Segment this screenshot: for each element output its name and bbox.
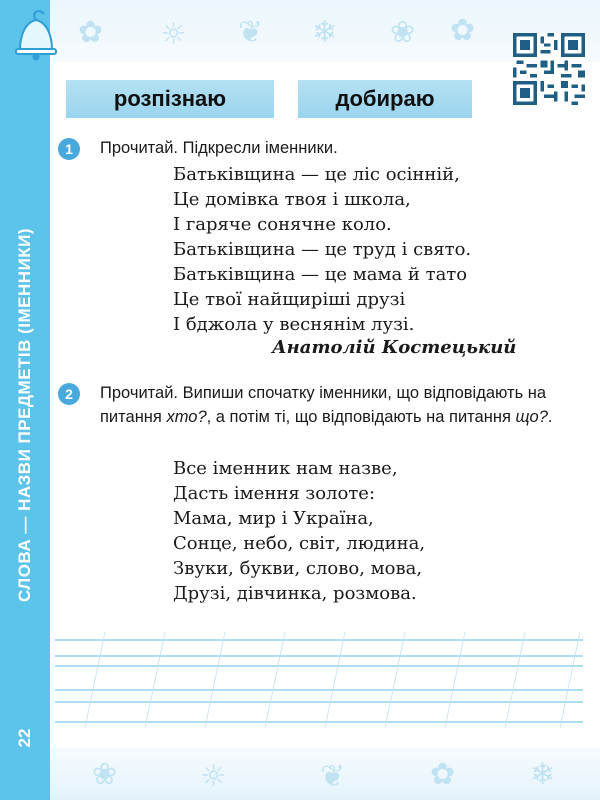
poem-line: Це домівка твоя і школа, bbox=[173, 189, 411, 210]
poem-line: Друзі, дівчинка, розмова. bbox=[173, 583, 417, 604]
task1-instruction: Прочитай. Підкресли іменники. bbox=[100, 139, 338, 157]
sun-icon: ☼ bbox=[160, 17, 187, 52]
sidebar bbox=[0, 0, 50, 800]
question-word: що? bbox=[515, 408, 548, 426]
sun-icon: ☼ bbox=[200, 759, 227, 794]
flower-icon: ❀ bbox=[390, 15, 416, 50]
poem-line: Це твої найщиріші друзі bbox=[173, 289, 406, 310]
instruction-text: , а потім ті, що відповідають на питання bbox=[206, 408, 516, 426]
poem-line: Батьківщина — це мама й тато bbox=[173, 264, 468, 285]
task2-poem bbox=[173, 456, 425, 606]
tag-recognize: розпізнаю bbox=[66, 80, 274, 118]
flower-icon: ✿ bbox=[78, 15, 104, 50]
leaf-icon: ❦ bbox=[320, 759, 346, 794]
poem-line: І гаряче сонячне коло. bbox=[173, 214, 392, 235]
qr-code-icon bbox=[513, 33, 585, 105]
writing-lines[interactable] bbox=[55, 632, 583, 728]
flower-icon: ❀ bbox=[92, 757, 118, 792]
tag-select: добираю bbox=[298, 80, 472, 118]
task2-instruction bbox=[100, 381, 590, 429]
question-word: хто? bbox=[166, 408, 207, 426]
page-number: 22 bbox=[15, 728, 34, 748]
instruction-text: . bbox=[547, 408, 553, 426]
leaf-icon: ❦ bbox=[238, 15, 264, 50]
poem-line: Все іменник нам назве, bbox=[173, 458, 398, 479]
poem-line: Батьківщина — це ліс осінній, bbox=[173, 164, 460, 185]
snowflake-icon: ❄ bbox=[312, 15, 338, 50]
poem-line: І бджола у веснянім лузі. bbox=[173, 314, 415, 335]
poem-line: Батьківщина — це труд і свято. bbox=[173, 239, 472, 260]
task-number-badge: 1 bbox=[58, 138, 80, 160]
poem-line: Мама, мир і Україна, bbox=[173, 508, 374, 529]
bell-icon bbox=[6, 6, 66, 66]
flower-icon: ✿ bbox=[450, 13, 476, 48]
instruction-text: Прочитай. Випиши спочатку іменники, що відповідають на питання bbox=[100, 384, 547, 426]
bottom-decor-band bbox=[0, 748, 600, 800]
task-number-badge: 2 bbox=[58, 383, 80, 405]
section-title: СЛОВА — НАЗВИ ПРЕДМЕТІВ (ІМЕННИКИ) bbox=[15, 227, 34, 603]
poem-line: Сонце, небо, світ, людина, bbox=[173, 533, 426, 554]
poem-author: Анатолій Костецький bbox=[272, 337, 517, 358]
poem-line: Дасть імення золоте: bbox=[173, 483, 376, 504]
flower-icon: ✿ bbox=[430, 757, 456, 792]
poem-line: Звуки, букви, слово, мова, bbox=[173, 558, 423, 579]
snowflake-icon: ❄ bbox=[530, 757, 556, 792]
task1-poem bbox=[173, 162, 471, 337]
